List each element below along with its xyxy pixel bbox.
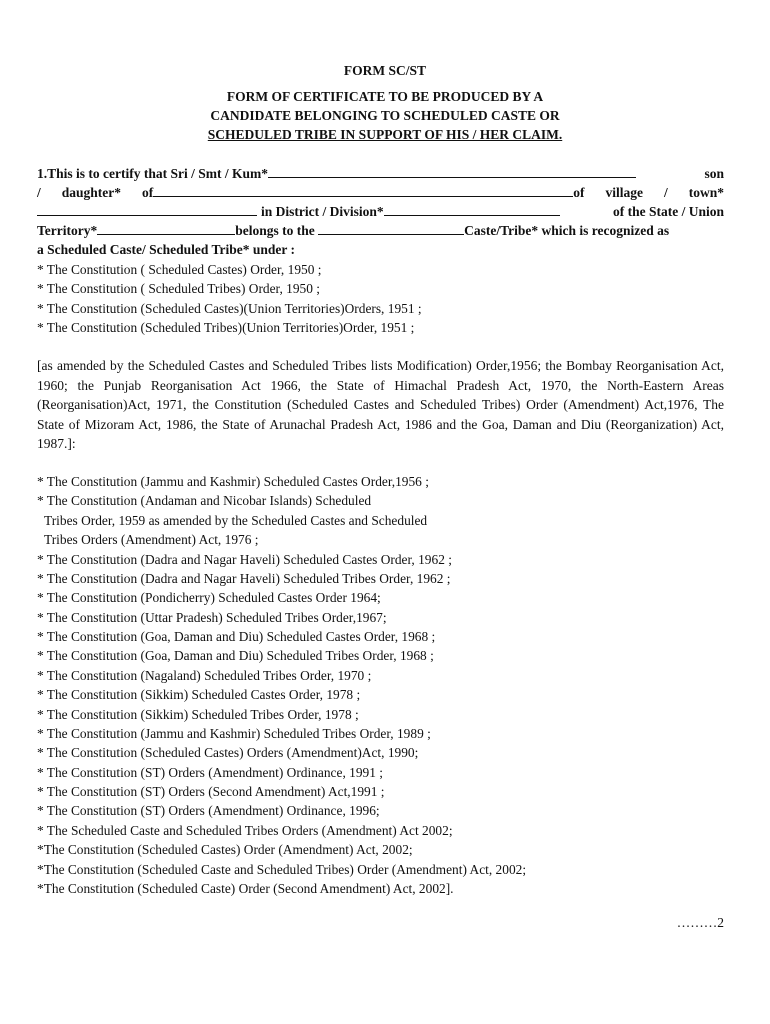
list-item: * The Constitution (ST) Orders (Amendment) Ordinance, 1996; [37, 803, 380, 819]
list-item: * The Constitution (ST) Orders (Second Amendment) Act,1991 ; [37, 784, 385, 799]
certify-intro-text: 1.This is to certify that Sri / Smt / Kum* [37, 166, 268, 181]
slash-text: / [37, 185, 41, 200]
form-title: FORM SC/ST [343, 63, 427, 78]
slash-text-2: / [663, 185, 668, 200]
list-item: * The Constitution (Uttar Pradesh) Scheduled Tribes Order,1967; [37, 609, 387, 625]
certify-line-3 [37, 202, 724, 221]
page-continuation-marker: ………2 [676, 915, 724, 930]
list-item: * The Constitution (Sikkim) Scheduled Castes Order, 1978 ; [37, 687, 361, 703]
list-item: * The Constitution (Goa, Daman and Diu) Scheduled Castes Order, 1968 ; [37, 629, 436, 644]
amended-paragraph: [as amended by the Scheduled Castes and Scheduled Tribes lists Modification) Order,1956; the Bombay Reorganisation Act, 1960; the Punjab Reorganisation Act 1966, the State of Himachal Pradesh Act, 1970, the North-Eastern Areas (Reorganisation)Act, 1971, the Constitution (Scheduled Castes and Scheduled Tribes) Order (Amendment) Act,1976, The State of Mizoram Act, 1986, the State of Arunachal Pradesh Act, 1986 and the Goa, Daman and Diu (Reorganization) Act, 1987.]: [37, 358, 724, 452]
list-item: * The Constitution (Jammu and Kashmir) Scheduled Castes Order,1956 ; [37, 474, 429, 489]
list-item: * The Constitution ( Scheduled Tribes) Order, 1950 ; [37, 281, 321, 297]
caste-tribe-text: Caste/Tribe* which is recognized as [464, 223, 670, 238]
orders-list-a [37, 260, 727, 338]
list-item: * The Constitution (Scheduled Castes)(Union Territories)Orders, 1951 ; [37, 300, 422, 316]
name-blank-field[interactable] [268, 164, 636, 178]
list-item: * The Constitution (Jammu and Kashmir) Scheduled Tribes Order, 1989 ; [37, 725, 431, 741]
certify-line-4 [37, 221, 724, 240]
state-blank-field[interactable] [97, 221, 235, 235]
town-text: town* [688, 185, 724, 200]
certify-line-2 [37, 183, 724, 202]
heading-line-1: FORM OF CERTIFICATE TO BE PRODUCED BY A [226, 89, 544, 104]
list-item: *The Constitution (Scheduled Castes) Order (Amendment) Act, 2002; [37, 842, 413, 858]
heading-line-3: SCHEDULED TRIBE IN SUPPORT OF HIS / HER CLAIM. [207, 127, 563, 142]
list-item: * The Scheduled Caste and Scheduled Tribes Orders (Amendment) Act 2002; [37, 822, 453, 838]
of-text: of [142, 185, 154, 200]
daughter-text: daughter* [61, 185, 122, 200]
list-item: Tribes Orders (Amendment) Act, 1976 ; [44, 532, 259, 548]
orders-list-b [37, 472, 727, 898]
parent-name-blank-field[interactable] [153, 183, 573, 197]
of-text-2: of [573, 185, 585, 200]
heading-line-2: CANDIDATE BELONGING TO SCHEDULED CASTE OR [210, 108, 560, 123]
list-item: * The Constitution (Nagaland) Scheduled Tribes Order, 1970 ; [37, 667, 372, 683]
list-item: * The Constitution (ST) Orders (Amendment) Ordinance, 1991 ; [37, 764, 383, 780]
list-item: * The Constitution (Goa, Daman and Diu) Scheduled Tribes Order, 1968 ; [37, 648, 434, 664]
certify-line-1 [37, 164, 724, 183]
caste-blank-field[interactable] [318, 221, 464, 235]
list-item: * The Constitution (Scheduled Castes) Orders (Amendment)Act, 1990; [37, 745, 419, 761]
list-item: Tribes Order, 1959 as amended by the Scheduled Castes and Scheduled [44, 512, 428, 528]
district-text: in District / Division* [261, 204, 384, 219]
list-item: * The Constitution (Scheduled Tribes)(Union Territories)Order, 1951 ; [37, 320, 415, 336]
district-blank-field[interactable] [384, 202, 560, 216]
state-text: of the State / Union [613, 204, 724, 219]
village-text: village [605, 185, 643, 200]
territory-text: Territory* [37, 223, 98, 238]
list-item: * The Constitution ( Scheduled Castes) Order, 1950 ; [37, 262, 322, 277]
list-item: * The Constitution (Pondicherry) Scheduled Castes Order 1964; [37, 590, 381, 606]
son-text: son [704, 166, 724, 181]
belongs-text: belongs to the [235, 223, 315, 238]
list-item: * The Constitution (Andaman and Nicobar Islands) Scheduled [37, 493, 372, 509]
list-item: * The Constitution (Dadra and Nagar Haveli) Scheduled Castes Order, 1962 ; [37, 551, 452, 567]
list-item: *The Constitution (Scheduled Caste and Scheduled Tribes) Order (Amendment) Act, 2002; [37, 861, 527, 877]
list-item: *The Constitution (Scheduled Caste) Order (Second Amendment) Act, 2002]. [37, 880, 454, 896]
certify-line-5: a Scheduled Caste/ Scheduled Tribe* under : [37, 242, 296, 257]
list-item: * The Constitution (Dadra and Nagar Haveli) Scheduled Tribes Order, 1962 ; [37, 570, 451, 586]
village-blank-field[interactable] [37, 202, 257, 216]
list-item: * The Constitution (Sikkim) Scheduled Tribes Order, 1978 ; [37, 706, 359, 722]
